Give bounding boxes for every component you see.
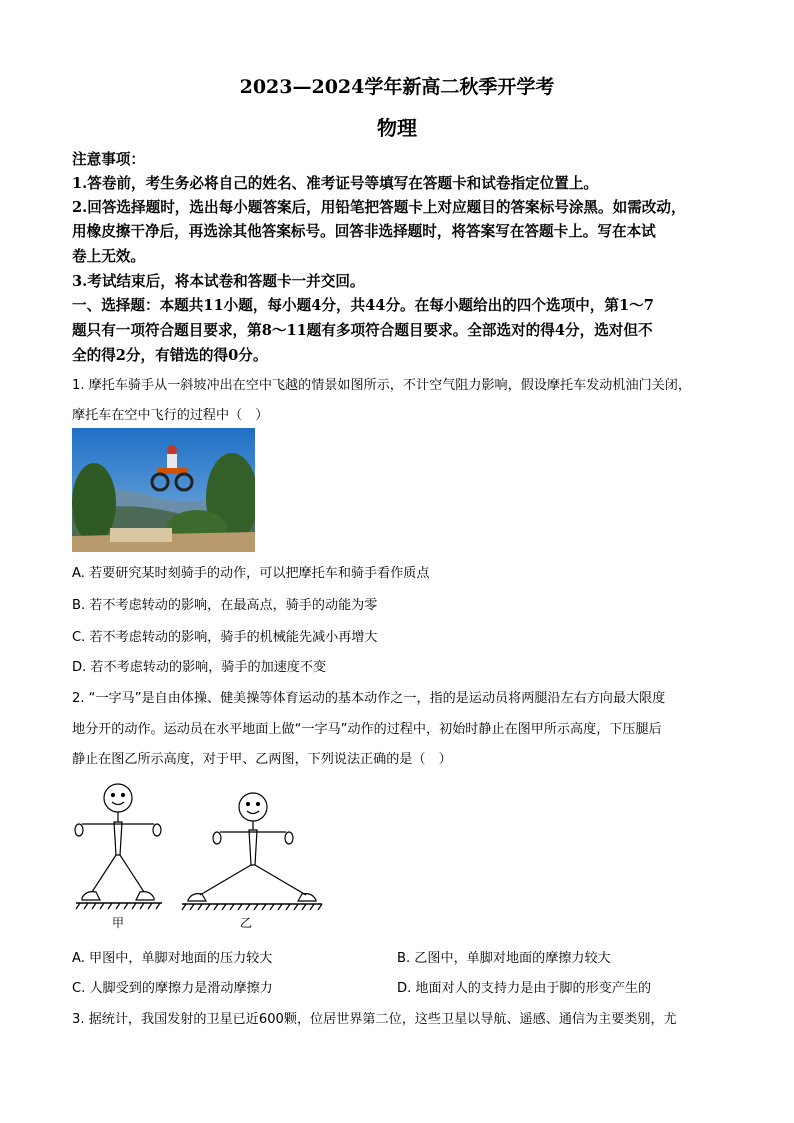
- notice-item-2-line-1: 2.回答选择题时，选出每小题答案后，用铅笔把答题卡上对应题目的答案标号涂黑。如需改动，: [72, 199, 686, 216]
- figure-label-jia: 甲: [112, 916, 125, 930]
- section-1-line-3: 全的得2分，有错选的得0分。: [72, 347, 268, 364]
- stick-figure-b: [182, 793, 322, 910]
- q1-option-b: B. 若不考虑转动的影响，在最高点，骑手的动能为零: [72, 598, 378, 613]
- q1-option-d: D. 若不考虑转动的影响，骑手的加速度不变: [72, 660, 327, 675]
- section-1-line-2: 题只有一项符合题目要求，第8～11题有多项符合题目要求。全部选对的得4分，选对但不: [72, 322, 653, 339]
- notice-item-2-line-2: 用橡皮擦干净后，再选涂其他答案标号。回答非选择题时，将答案写在答题卡上。写在本试: [72, 223, 656, 240]
- notice-heading: 注意事项：: [72, 151, 145, 168]
- q2-option-d: D. 地面对人的支持力是由于脚的形变产生的: [397, 981, 652, 996]
- q1-option-c: C. 若不考虑转动的影响，骑手的机械能先减小再增大: [72, 630, 378, 645]
- q1-stem-line-2: 摩托车在空中飞行的过程中（ ）: [72, 408, 269, 423]
- q2-option-b: B. 乙图中，单脚对地面的摩擦力较大: [397, 951, 611, 966]
- q2-stem-line-1: 2. “一字马”是自由体操、健美操等体育运动的基本动作之一，指的是运动员将两腿沿左右方向最大限度: [72, 691, 666, 706]
- notice-item-3: 3.考试结束后，将本试卷和答题卡一并交回。: [72, 273, 365, 290]
- subject-title: 物理: [377, 116, 417, 140]
- q1-option-a: A. 若要研究某时刻骑手的动作，可以把摩托车和骑手看作质点: [72, 566, 430, 581]
- q2-option-c: C. 人脚受到的摩擦力是滑动摩擦力: [72, 981, 273, 996]
- split-leg-figure: [70, 780, 330, 930]
- notice-item-1: 1.答卷前，考生务必将自己的姓名、准考证号等填写在答题卡和试卷指定位置上。: [72, 175, 599, 192]
- q2-option-a: A. 甲图中，单脚对地面的压力较大: [72, 951, 273, 966]
- figure-label-yi: 乙: [240, 916, 253, 930]
- stick-figure-a: [75, 784, 162, 909]
- section-1-line-1: 一、选择题：本题共11小题，每小题4分，共44分。在每小题给出的四个选项中，第1～7: [72, 297, 654, 314]
- q2-stem-line-3: 静止在图乙所示高度，对于甲、乙两图，下列说法正确的是（ ）: [72, 752, 452, 767]
- notice-item-2-line-3: 卷上无效。: [72, 248, 145, 265]
- q1-stem-line-1: 1. 摩托车骑手从一斜坡冲出在空中飞越的情景如图所示，不计空气阻力影响，假设摩托车发动机油门关闭，: [72, 378, 691, 393]
- q2-stem-line-2: 地分开的动作。运动员在水平地面上做“一字马”动作的过程中，初始时静止在图甲所示高度，下压腿后: [72, 722, 662, 737]
- exam-title: 2023—2024学年新高二秋季开学考: [239, 76, 555, 98]
- q3-stem-line-1: 3. 据统计，我国发射的卫星已近600颗，位居世界第二位，这些卫星以导航、遥感、通信为主要类别，尤: [72, 1012, 677, 1027]
- motorcycle-jump-photo: [72, 428, 255, 552]
